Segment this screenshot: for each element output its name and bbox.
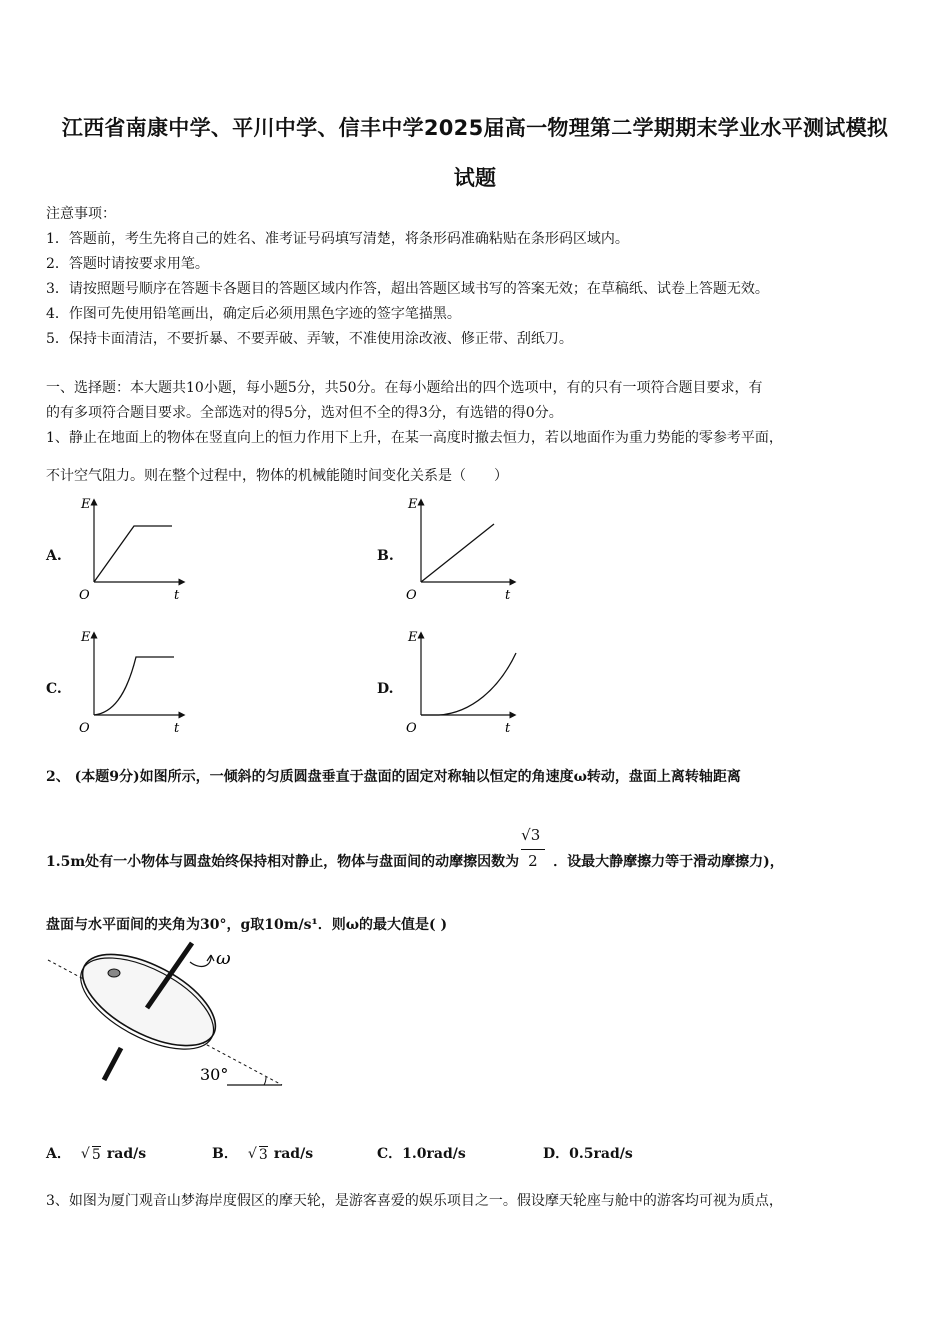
notice-item-1: 1．答题前，考生先将自己的姓名、准考证号码填写清楚，将条形码准确粘贴在条形码区域内。 [46, 231, 629, 247]
title-line-1: 江西省南康中学、平川中学、信丰中学2025届高一物理第二学期期末学业水平测试模拟 [61, 116, 889, 140]
q2-fraction-den: 2 [528, 852, 538, 870]
graph-b-axis-x: t [505, 588, 511, 603]
graph-a-axis-x: t [174, 588, 180, 603]
graph-c-origin: O [79, 721, 90, 736]
q1-graph-a [74, 494, 189, 604]
q1-option-a-label: A. [46, 548, 62, 564]
graph-d-origin: O [406, 721, 417, 736]
q2-fraction [519, 826, 547, 870]
graph-d-axis-x: t [505, 721, 511, 736]
q1-graph-d [401, 627, 521, 737]
q2-figure [44, 940, 289, 1092]
q2-line-2 [46, 826, 784, 871]
notice-item-5: 5．保持卡面清洁，不要折暴、不要弄破、弄皱，不准使用涂改液、修正带、刮纸刀。 [46, 331, 573, 347]
q1-line-1: 1、静止在地面上的物体在竖直向上的恒力作用下上升，在某一高度时撤去恒力，若以地面作为重力势能的零参考平面， [46, 430, 783, 446]
graph-d-axis-y: E [408, 630, 418, 645]
q2-line-2-post: ．设最大静摩擦力等于滑动摩擦力)， [553, 854, 784, 870]
q2-option-a: A． √ 5 rad/s [46, 1146, 147, 1163]
graph-b-origin: O [406, 588, 417, 603]
graph-b-axis-y: E [408, 497, 418, 512]
q2-figure-omega: ω [216, 948, 231, 969]
q2-option-d: D．0.5rad/s [543, 1146, 633, 1162]
q1-graph-b [401, 494, 521, 604]
section1-line-1: 一、选择题：本大题共10小题，每小题5分，共50分。在每小题给出的四个选项中，有的只有一项符合题目要求，有 [46, 380, 763, 396]
q2-option-b-unit: rad/s [273, 1146, 314, 1162]
notice-heading: 注意事项： [46, 206, 116, 222]
q1-line-2: 不计空气阻力。则在整个过程中，物体的机械能随时间变化关系是（ ） [46, 468, 508, 484]
q2-option-b-radicand: 3 [258, 1147, 268, 1163]
q2-option-c: C．1.0rad/s [377, 1146, 466, 1162]
q2-option-a-unit: rad/s [106, 1146, 147, 1162]
q2-figure-angle: 30° [200, 1065, 229, 1084]
q2-option-a-label: A． [46, 1146, 71, 1162]
q3-line-1: 3、如图为厦门观音山梦海岸度假区的摩天轮，是游客喜爱的娱乐项目之一。假设摩天轮座与舱中的游客均可视为质点， [46, 1193, 783, 1209]
q2-fraction-num: √3 [521, 826, 541, 844]
section1-line-2: 的有多项符合题目要求。全部选对的得5分，选对但不全的得3分，有选错的得0分。 [46, 405, 563, 421]
q2-fraction-bar [521, 849, 545, 850]
q1-option-d-label: D. [377, 681, 394, 697]
notice-item-3: 3．请按照题号顺序在答题卡各题目的答题区域内作答，超出答题区域书写的答案无效；在草稿纸、试卷上答题无效。 [46, 281, 769, 297]
graph-c-axis-y: E [81, 630, 91, 645]
title-line-2: 试题 [453, 166, 497, 190]
q2-line-2-pre: 1.5m处有一小物体与圆盘始终保持相对静止，物体与盘面间的动摩擦因数为 [46, 854, 520, 870]
graph-a-axis-y: E [81, 497, 91, 512]
graph-c-axis-x: t [174, 721, 180, 736]
q2-line-1: 2、 (本题9分)如图所示，一倾斜的匀质圆盘垂直于盘面的固定对称轴以恒定的角速度ω转动，盘面上离转轴距离 [46, 769, 741, 785]
q2-option-a-radicand: 5 [91, 1147, 101, 1163]
q2-line-3: 盘面与水平面间的夹角为30°，g取10m/s¹．则ω的最大值是( ) [46, 917, 448, 933]
notice-item-2: 2．答题时请按要求用笔。 [46, 256, 209, 272]
notice-item-4: 4．作图可先使用铅笔画出，确定后必须用黑色字迹的签字笔描黑。 [46, 306, 461, 322]
graph-a-origin: O [79, 588, 90, 603]
q2-option-b-label: B． [212, 1146, 238, 1162]
q1-option-b-label: B. [377, 548, 394, 564]
q1-option-c-label: C. [46, 681, 62, 697]
q2-option-b: B． √ 3 rad/s [212, 1146, 314, 1163]
q1-graph-c [74, 627, 189, 737]
